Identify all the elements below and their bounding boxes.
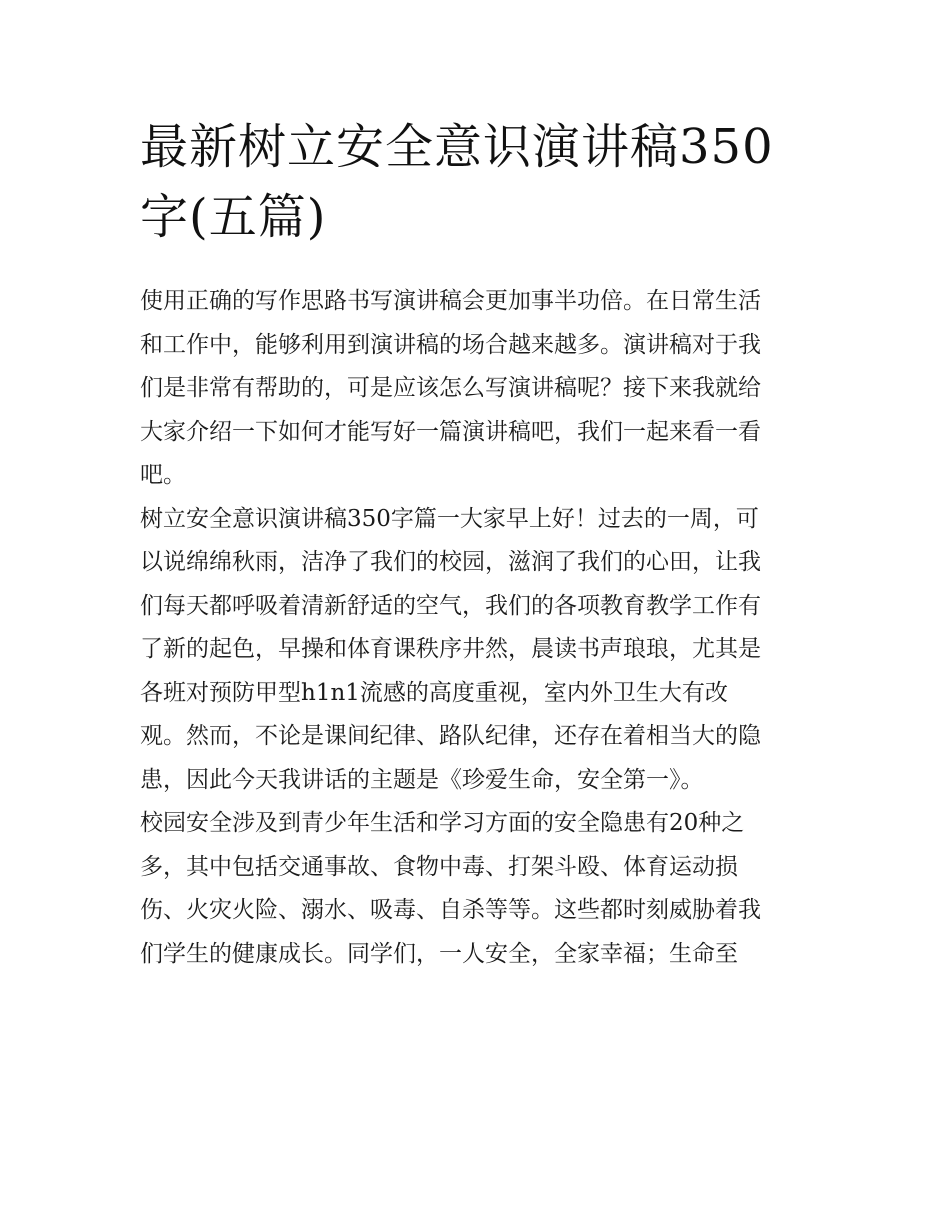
text-line: 观。然而，不论是课间纪律、路队纪律，还存在着相当大的隐 [140, 723, 761, 749]
text-line: 了新的起色，早操和体育课秩序井然，晨读书声琅琅，尤其是 [140, 636, 761, 662]
title-line-2: 字(五篇) [140, 189, 327, 245]
text-line: 以说绵绵秋雨，洁净了我们的校园，滋润了我们的心田，让我 [140, 549, 761, 575]
document-body [140, 280, 820, 976]
text-line: 使用正确的写作思路书写演讲稿会更加事半功倍。在日常生活 [140, 288, 761, 314]
text-line: 伤、火灾火险、溺水、吸毒、自杀等等。这些都时刻威胁着我 [140, 897, 761, 923]
text-line: 树立安全意识演讲稿350字篇一大家早上好！过去的一周，可 [140, 505, 759, 532]
title-line-1: 最新树立安全意识演讲稿350 [140, 119, 774, 175]
paragraph-campus-safety [140, 802, 820, 976]
text-line: 们学生的健康成长。同学们，一人安全，全家幸福；生命至 [140, 940, 738, 967]
text-line: 们是非常有帮助的，可是应该怎么写演讲稿呢？接下来我就给 [140, 375, 761, 401]
document-title [140, 112, 820, 252]
paragraph-intro [140, 280, 820, 498]
text-line: 患，因此今天我讲话的主题是《珍爱生命，安全第一》。 [140, 766, 704, 793]
text-line: 吧。 [140, 462, 186, 488]
paragraph-speech-one [140, 498, 820, 803]
text-line: 大家介绍一下如何才能写好一篇演讲稿吧，我们一起来看一看 [140, 418, 761, 445]
text-line: 们每天都呼吸着清新舒适的空气，我们的各项教育教学工作有 [140, 592, 761, 619]
text-line: 多，其中包括交通事故、食物中毒、打架斗殴、体育运动损 [140, 853, 738, 880]
text-line: 各班对预防甲型h1n1流感的高度重视，室内外卫生大有改 [140, 679, 728, 706]
text-line: 和工作中，能够利用到演讲稿的场合越来越多。演讲稿对于我 [140, 331, 761, 358]
text-line: 校园安全涉及到青少年生活和学习方面的安全隐患有20种之 [140, 810, 745, 836]
